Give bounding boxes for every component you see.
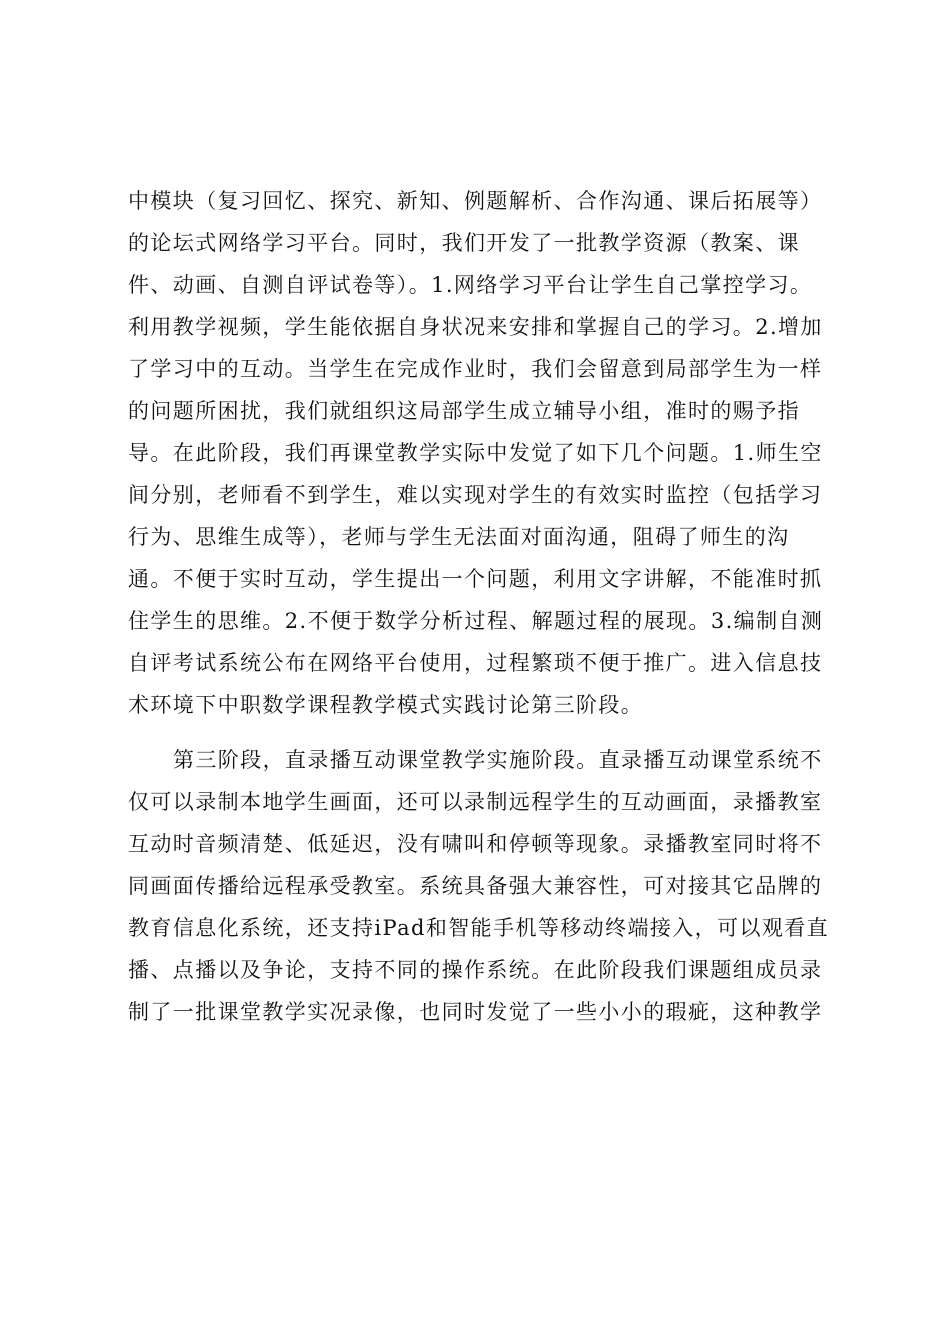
paragraph-2-line: 播、点播以及争论，支持不同的操作系统。在此阶段我们课题组成员录 bbox=[128, 958, 823, 982]
paragraph-2-first-line: 第三阶段，直录播互动课堂教学实施阶段。直录播互动课堂系统不 bbox=[173, 748, 823, 772]
paragraph-1-line: 行为、思维生成等），老师与学生无法面对面沟通，阻碍了师生的沟 bbox=[128, 525, 790, 549]
paragraph-1-line: 自评考试系统公布在网络平台使用，过程繁琐不便于推广。进入信息技 bbox=[128, 651, 823, 675]
paragraph-2-line: 互动时音频清楚、低延迟，没有啸叫和停顿等现象。录播教室同时将不 bbox=[128, 832, 823, 856]
paragraph-1-line: 的论坛式网络学习平台。同时，我们开发了一批教学资源（教案、课 bbox=[128, 231, 800, 255]
paragraph-1-line: 利用教学视频，学生能依据自身状况来安排和掌握自己的学习。2.增加 bbox=[128, 315, 823, 339]
paragraph-1-line: 通。不便于实时互动，学生提出一个问题，利用文字讲解，不能准时抓 bbox=[128, 567, 823, 591]
paragraph-1-line: 中模块（复习回忆、探究、新知、例题解析、合作沟通、课后拓展等） bbox=[128, 189, 823, 213]
paragraph-1-line: 的问题所困扰，我们就组织这局部学生成立辅导小组，准时的赐予指 bbox=[128, 399, 800, 423]
paragraph-1-line: 间分别，老师看不到学生，难以实现对学生的有效实时监控（包括学习 bbox=[128, 483, 823, 507]
paragraph-2-line: 教育信息化系统，还支持iPad和智能手机等移动终端接入，可以观看直 bbox=[128, 916, 830, 940]
paragraph-2-line: 仅可以录制本地学生画面，还可以录制远程学生的互动画面，录播教室 bbox=[128, 790, 823, 814]
paragraph-1-line: 术环境下中职数学课程教学模式实践讨论第三阶段。 bbox=[128, 693, 644, 717]
paragraph-1-line: 了学习中的互动。当学生在完成作业时，我们会留意到局部学生为一样 bbox=[128, 357, 823, 381]
paragraph-1-line: 件、动画、自测自评试卷等）。1.网络学习平台让学生自己掌控学习。 bbox=[128, 273, 813, 297]
paragraph-2-line: 制了一批课堂教学实况录像，也同时发觉了一些小小的瑕疵，这种教学 bbox=[128, 1000, 823, 1024]
paragraph-1-line: 住学生的思维。2.不便于数学分析过程、解题过程的展现。3.编制自测 bbox=[128, 609, 824, 633]
paragraph-2-line: 同画面传播给远程承受教室。系统具备强大兼容性，可对接其它品牌的 bbox=[128, 874, 823, 898]
paragraph-1-line: 导。在此阶段，我们再课堂教学实际中发觉了如下几个问题。1.师生空 bbox=[128, 441, 823, 465]
